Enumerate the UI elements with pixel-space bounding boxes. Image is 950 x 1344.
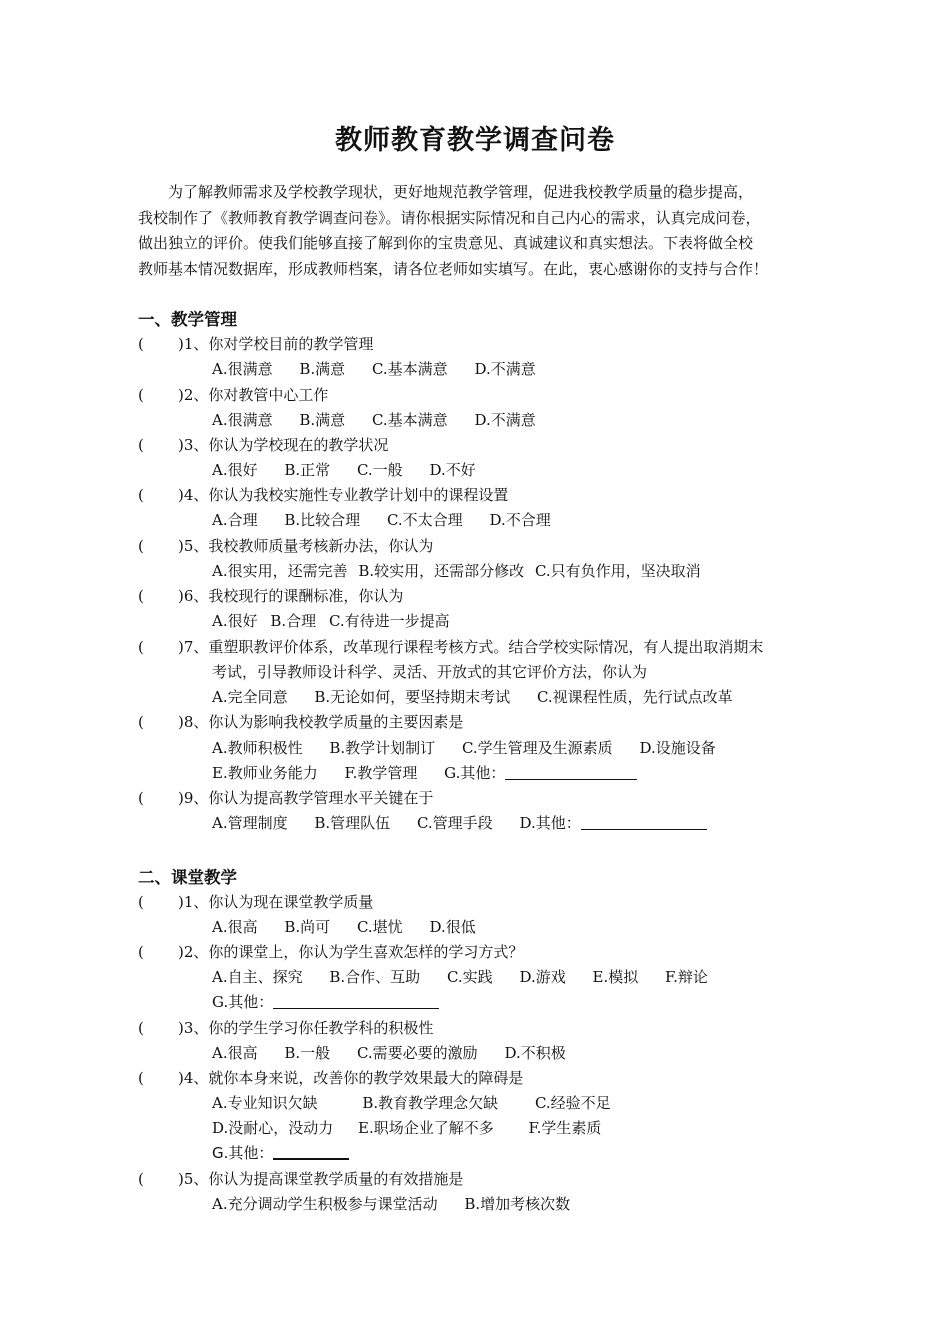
answer-paren[interactable]: ( [138,1069,144,1087]
option[interactable]: B.管理队伍 [314,814,391,832]
options-1-8-row2 [212,762,637,783]
options-2-4-row2 [212,1117,623,1138]
option[interactable]: D.不满意 [474,360,536,378]
option[interactable]: B.增加考核次数 [464,1195,571,1213]
question-1-6: ( )6、我校现行的课酬标准，你认为 [138,587,404,605]
option[interactable]: D.设施设备 [639,739,716,757]
option[interactable]: F.学生素质 [528,1119,602,1137]
option[interactable]: C.只有负作用，坚决取消 [534,562,701,580]
section-heading-classroom-teaching: 二、课堂教学 [138,868,237,887]
options-2-2 [212,966,730,987]
option[interactable]: A.很好 [212,612,258,630]
option[interactable]: A.自主、探究 [212,968,303,986]
option[interactable]: C.一般 [356,461,403,479]
question-2-1: ( )1、你认为现在课堂教学质量 [138,893,374,911]
option[interactable]: A.充分调动学生积极参与课堂活动 [212,1195,438,1213]
option[interactable]: A.合理 [212,511,258,529]
options-2-4 [212,1092,633,1113]
options-1-1 [212,358,558,379]
option[interactable]: C.经验不足 [534,1094,611,1112]
intro-line: 我校制作了《教师教育教学调查问卷》。请你根据实际情况和自己内心的需求，认真完成问卷， [138,208,761,227]
answer-paren[interactable]: ( [138,1170,144,1188]
options-2-5 [212,1193,592,1214]
option[interactable]: C.需要必要的激励 [356,1044,478,1062]
answer-paren[interactable]: ( [138,943,144,961]
option[interactable]: A.管理制度 [212,814,288,832]
options-1-4 [212,509,573,530]
answer-paren[interactable]: ( [138,386,144,404]
options-1-5 [212,560,723,581]
page-title: 教师教育教学调查问卷 [335,125,615,156]
question-1-7: ( )7、重塑职教评价体系，改革现行课程考核方式。结合学校实际情况，有人提出取消期末 [138,638,764,656]
option[interactable]: B.较实用，还需部分修改 [358,562,525,580]
option[interactable]: B.无论如何，要坚持期末考试 [314,688,511,706]
fill-in-blank[interactable] [505,765,637,780]
question-2-2: ( )2、你的课堂上，你认为学生喜欢怎样的学习方式？ [138,943,524,961]
option[interactable]: F.辩论 [665,968,708,986]
option[interactable]: B.教育教学理念欠缺 [362,1094,499,1112]
question-1-4: ( )4、你认为我校实施性专业教学计划中的课程设置 [138,486,509,504]
option[interactable]: A.很高 [212,918,258,936]
option[interactable]: F.教学管理 [344,764,418,782]
option[interactable]: D.不积极 [504,1044,566,1062]
question-1-9: ( )9、你认为提高教学管理水平关键在于 [138,789,434,807]
option[interactable]: D.不满意 [474,411,536,429]
option[interactable]: B.满意 [299,411,346,429]
intro-paragraph [138,180,818,282]
option[interactable]: A.专业知识欠缺 [212,1094,318,1112]
intro-line: 教师基本情况数据库，形成教师档案，请各位老师如实填写。在此，衷心感谢你的支持与合作！ [138,259,769,278]
options-1-9 [212,812,707,833]
option[interactable]: D.游戏 [519,968,566,986]
option[interactable]: E.教师业务能力 [212,764,318,782]
answer-paren[interactable]: ( [138,713,144,731]
question-1-2: ( )2、你对教管中心工作 [138,386,329,404]
options-1-6 [212,610,472,631]
option[interactable]: C.视课程性质，先行试点改革 [536,688,733,706]
option[interactable]: C.管理手段 [416,814,493,832]
option[interactable]: B.一般 [284,1044,331,1062]
option[interactable]: E.职场企业了解不多 [358,1119,494,1137]
options-1-2 [212,409,558,430]
option[interactable]: D.其他： [519,814,581,832]
option[interactable]: B.教学计划制订 [329,739,436,757]
option[interactable]: G.其他： [212,993,274,1011]
option[interactable]: C.基本满意 [371,411,448,429]
options-1-8 [212,737,738,758]
option[interactable]: A.很好 [212,461,258,479]
option[interactable]: C.学生管理及生源素质 [461,739,613,757]
option[interactable]: B.合理 [270,612,317,630]
option[interactable]: B.正常 [284,461,331,479]
option[interactable]: A.很实用，还需完善 [212,562,348,580]
option[interactable]: C.有待进一步提高 [328,612,450,630]
option[interactable]: A.完全同意 [212,688,288,706]
option[interactable]: C.堪忧 [356,918,403,936]
question-2-3: ( )3、你的学生学习你任教学科的积极性 [138,1019,434,1037]
options-1-3 [212,459,498,480]
option[interactable]: D.不好 [429,461,476,479]
option[interactable]: B.满意 [299,360,346,378]
answer-paren[interactable]: ( [138,1019,144,1037]
options-2-3 [212,1042,588,1063]
options-1-7 [212,686,755,707]
option[interactable]: D.不合理 [489,511,551,529]
fill-in-blank[interactable] [581,815,707,830]
option[interactable]: D.没耐心，没动力 [212,1119,334,1137]
answer-paren[interactable]: ( [138,436,144,454]
option[interactable]: B.尚可 [284,918,331,936]
options-2-2-other [212,991,439,1012]
intro-line: 为了解教师需求及学校教学现状，更好地规范教学管理，促进我校教学质量的稳步提高， [168,183,754,201]
question-2-4: ( )4、就你本身来说，改善你的教学效果最大的障碍是 [138,1069,524,1087]
option[interactable]: A.很满意 [212,360,273,378]
options-2-4-other [212,1142,349,1163]
question-2-5: ( )5、你认为提高课堂教学质量的有效措施是 [138,1170,464,1188]
answer-paren[interactable]: ( [138,789,144,807]
option[interactable]: G.其他： [444,764,506,782]
options-2-1 [212,916,498,937]
answer-paren[interactable]: ( [138,893,144,911]
question-1-8: ( )8、你认为影响我校教学质量的主要因素是 [138,713,464,731]
answer-paren[interactable]: ( [138,587,144,605]
option[interactable]: A.教师积极性 [212,739,303,757]
question-1-1: ( )1、你对学校目前的教学管理 [138,335,374,353]
option[interactable]: G.其他： [212,1144,274,1162]
option[interactable]: C.不太合理 [386,511,463,529]
option[interactable]: C.基本满意 [371,360,448,378]
option[interactable]: B.合作、互助 [329,968,421,986]
fill-in-blank[interactable] [273,994,439,1009]
option[interactable]: C.实践 [446,968,493,986]
intro-line: 做出独立的评价。使我们能够直接了解到你的宝贵意见、真诚建议和真实想法。下表将做全校 [138,234,754,252]
option[interactable]: D.很低 [429,918,476,936]
answer-paren[interactable]: ( [138,537,144,555]
option[interactable]: A.很满意 [212,411,273,429]
answer-paren[interactable]: ( [138,638,144,656]
question-1-3: ( )3、你认为学校现在的教学状况 [138,436,389,454]
option[interactable]: E.模拟 [592,968,639,986]
section-heading-teaching-management: 一、教学管理 [138,310,237,329]
question-1-7-continued: 考试，引导教师设计科学、灵活、开放式的其它评价方法，你认为 [212,663,648,681]
question-1-5: ( )5、我校教师质量考核新办法，你认为 [138,537,434,555]
answer-paren[interactable]: ( [138,486,144,504]
fill-in-blank[interactable] [273,1144,349,1160]
option[interactable]: B.比较合理 [284,511,361,529]
answer-paren[interactable]: ( [138,335,144,353]
option[interactable]: A.很高 [212,1044,258,1062]
